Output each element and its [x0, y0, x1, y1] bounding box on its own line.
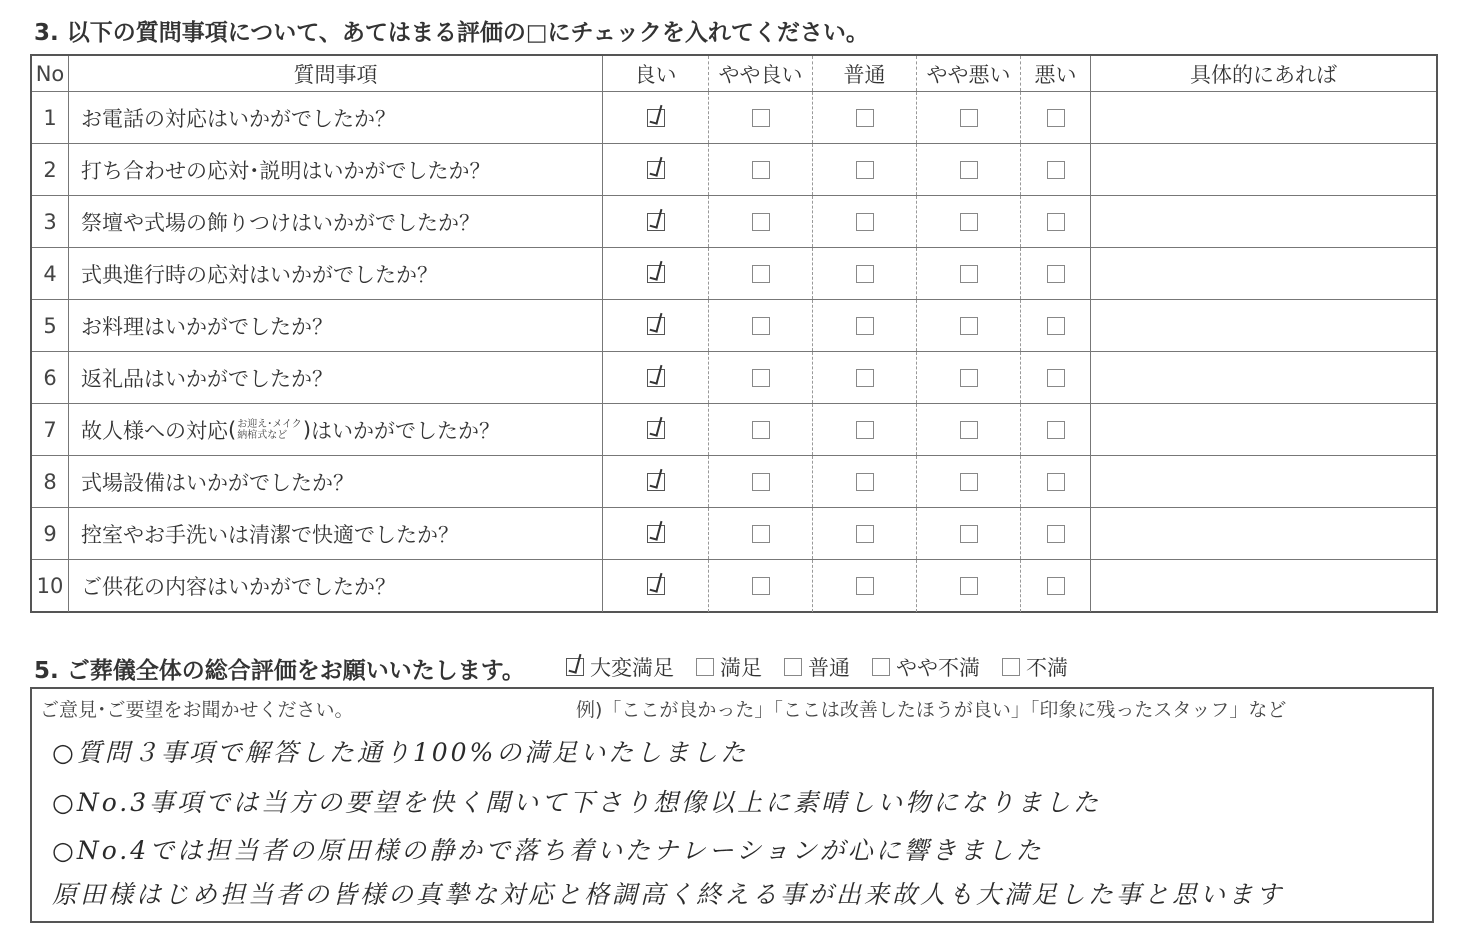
rating-checkbox-good[interactable]: [647, 161, 665, 179]
note-cell[interactable]: [1091, 248, 1436, 299]
rating-checkbox-average[interactable]: [856, 525, 874, 543]
rating-checkbox-fairly-good[interactable]: [752, 473, 770, 491]
rating-cell-average: [813, 248, 917, 299]
handwritten-line: ○No.3事項では当方の要望を快く聞いて下さり想像以上に素晴しい物になりました: [52, 788, 1102, 817]
overall-option[interactable]: [872, 652, 980, 682]
rating-checkbox-fairly-good[interactable]: [752, 109, 770, 127]
rating-cell-fairly-good: [709, 456, 813, 507]
overall-option[interactable]: [696, 652, 762, 682]
rating-cell-fairly-bad: [917, 196, 1021, 247]
overall-option[interactable]: [784, 652, 850, 682]
note-cell[interactable]: [1091, 352, 1436, 403]
table-row: [32, 508, 1436, 560]
rating-cell-good: [603, 508, 709, 559]
overall-checkbox[interactable]: [872, 658, 890, 676]
question-text: 控室やお手洗いは清潔で快適でしたか？: [69, 508, 603, 559]
row-number: 9: [32, 508, 69, 559]
overall-rating-options: [566, 652, 1090, 682]
rating-checkbox-fairly-good[interactable]: [752, 369, 770, 387]
rating-checkbox-good[interactable]: [647, 473, 665, 491]
header-no: No: [32, 56, 69, 91]
rating-cell-good: [603, 352, 709, 403]
question-note-line: お迎え･メイク: [237, 418, 302, 430]
rating-checkbox-good[interactable]: [647, 525, 665, 543]
rating-checkbox-bad[interactable]: [1047, 213, 1065, 231]
rating-checkbox-bad[interactable]: [1047, 525, 1065, 543]
header-note: 具体的にあれば: [1190, 62, 1337, 87]
rating-checkbox-fairly-bad[interactable]: [960, 213, 978, 231]
row-number: 3: [32, 196, 69, 247]
table-row: [32, 248, 1436, 300]
note-cell[interactable]: [1091, 404, 1436, 455]
rating-cell-fairly-good: [709, 560, 813, 612]
rating-checkbox-good[interactable]: [647, 317, 665, 335]
rating-checkbox-fairly-good[interactable]: [752, 317, 770, 335]
handwritten-line: 原田様はじめ担当者の皆様の真摯な対応と格調高く終える事が出来故人も大満足した事と思います: [52, 880, 1285, 909]
rating-cell-bad: [1021, 196, 1091, 247]
rating-cell-bad: [1021, 404, 1091, 455]
rating-checkbox-fairly-good[interactable]: [752, 265, 770, 283]
question-text: 打ち合わせの応対･説明はいかがでしたか？: [69, 144, 603, 195]
rating-cell-fairly-good: [709, 352, 813, 403]
header-rating-good: 良い: [603, 56, 709, 91]
header-question: 質問事項: [69, 56, 603, 91]
question-text: ご供花の内容はいかがでしたか？: [69, 560, 603, 612]
rating-cell-bad: [1021, 560, 1091, 612]
rating-cell-bad: [1021, 456, 1091, 507]
overall-checkbox[interactable]: [1002, 658, 1020, 676]
rating-cell-average: [813, 456, 917, 507]
rating-cell-good: [603, 300, 709, 351]
rating-cell-good: [603, 248, 709, 299]
rating-cell-fairly-bad: [917, 144, 1021, 195]
overall-option[interactable]: [566, 652, 674, 682]
rating-checkbox-fairly-bad[interactable]: [960, 317, 978, 335]
row-number: 7: [32, 404, 69, 455]
rating-checkbox-fairly-good[interactable]: [752, 213, 770, 231]
table-row: [32, 92, 1436, 144]
rating-checkbox-good[interactable]: [647, 421, 665, 439]
note-cell[interactable]: [1091, 92, 1436, 143]
question-text: 返礼品はいかがでしたか？: [69, 352, 603, 403]
table-header-row: [32, 56, 1436, 92]
rating-cell-fairly-bad: [917, 456, 1021, 507]
rating-checkbox-average[interactable]: [856, 577, 874, 595]
rating-checkbox-average[interactable]: [856, 317, 874, 335]
note-cell[interactable]: [1091, 560, 1436, 612]
rating-checkbox-fairly-good[interactable]: [752, 577, 770, 595]
rating-cell-bad: [1021, 248, 1091, 299]
rating-cell-average: [813, 508, 917, 559]
table-row: [32, 196, 1436, 248]
question-text: お料理はいかがでしたか？: [69, 300, 603, 351]
section3-title: 3. 以下の質問事項について、あてはまる評価の□にチェックを入れてください。: [34, 20, 869, 46]
rating-cell-fairly-bad: [917, 92, 1021, 143]
table-row: [32, 300, 1436, 352]
rating-checkbox-average[interactable]: [856, 161, 874, 179]
rating-cell-good: [603, 404, 709, 455]
rating-checkbox-fairly-bad[interactable]: [960, 473, 978, 491]
rating-cell-fairly-bad: [917, 300, 1021, 351]
overall-option[interactable]: [1002, 652, 1068, 682]
rating-checkbox-average[interactable]: [856, 213, 874, 231]
rating-cell-fairly-good: [709, 404, 813, 455]
opinion-example: 例)「ここが良かった」「ここは改善したほうが良い」「印象に残ったスタッフ」など: [576, 699, 1287, 721]
rating-checkbox-fairly-bad[interactable]: [960, 161, 978, 179]
rating-checkbox-fairly-bad[interactable]: [960, 109, 978, 127]
row-number: 8: [32, 456, 69, 507]
question-note: [237, 419, 302, 441]
rating-cell-good: [603, 92, 709, 143]
rating-checkbox-good[interactable]: [647, 577, 665, 595]
rating-checkbox-average[interactable]: [856, 265, 874, 283]
rating-cell-good: [603, 456, 709, 507]
rating-cell-average: [813, 404, 917, 455]
rating-checkbox-bad[interactable]: [1047, 109, 1065, 127]
rating-cell-bad: [1021, 92, 1091, 143]
question-note-line: 納棺式など: [237, 429, 288, 441]
rating-checkbox-average[interactable]: [856, 421, 874, 439]
rating-checkbox-bad[interactable]: [1047, 265, 1065, 283]
rating-checkbox-bad[interactable]: [1047, 161, 1065, 179]
rating-cell-good: [603, 196, 709, 247]
rating-checkbox-bad[interactable]: [1047, 577, 1065, 595]
overall-checkbox[interactable]: [784, 658, 802, 676]
question-text: 式場設備はいかがでしたか？: [69, 456, 603, 507]
overall-option-label: 大変満足: [590, 656, 674, 680]
rating-checkbox-fairly-good[interactable]: [752, 161, 770, 179]
rating-cell-average: [813, 560, 917, 612]
rating-checkbox-average[interactable]: [856, 109, 874, 127]
rating-cell-average: [813, 300, 917, 351]
rating-checkbox-bad[interactable]: [1047, 317, 1065, 335]
rating-checkbox-bad[interactable]: [1047, 369, 1065, 387]
handwritten-line: ○質問３事項で解答した通り100%の満足いたしました: [52, 738, 749, 767]
rating-cell-fairly-good: [709, 300, 813, 351]
evaluation-table: [30, 54, 1438, 613]
rating-checkbox-bad[interactable]: [1047, 421, 1065, 439]
note-cell[interactable]: [1091, 508, 1436, 559]
rating-cell-fairly-good: [709, 248, 813, 299]
rating-checkbox-fairly-good[interactable]: [752, 525, 770, 543]
rating-cell-fairly-bad: [917, 248, 1021, 299]
rating-cell-fairly-bad: [917, 560, 1021, 612]
table-row: [32, 404, 1436, 456]
rating-cell-fairly-good: [709, 508, 813, 559]
rating-checkbox-fairly-bad[interactable]: [960, 577, 978, 595]
rating-cell-average: [813, 144, 917, 195]
rating-checkbox-good[interactable]: [647, 213, 665, 231]
rating-cell-fairly-good: [709, 144, 813, 195]
rating-checkbox-average[interactable]: [856, 473, 874, 491]
overall-checkbox[interactable]: [566, 658, 584, 676]
rating-checkbox-good[interactable]: [647, 369, 665, 387]
rating-checkbox-bad[interactable]: [1047, 473, 1065, 491]
rating-checkbox-fairly-bad[interactable]: [960, 525, 978, 543]
rating-cell-bad: [1021, 352, 1091, 403]
header-rating-bad: 悪い: [1021, 56, 1091, 91]
header-rating-fairly-bad: やや悪い: [917, 56, 1021, 91]
rating-checkbox-good[interactable]: [647, 265, 665, 283]
rating-cell-bad: [1021, 300, 1091, 351]
row-number: 5: [32, 300, 69, 351]
header-rating-average: 普通: [813, 56, 917, 91]
rating-checkbox-fairly-good[interactable]: [752, 421, 770, 439]
rating-cell-bad: [1021, 144, 1091, 195]
rating-cell-fairly-bad: [917, 352, 1021, 403]
note-cell[interactable]: [1091, 456, 1436, 507]
table-row: [32, 352, 1436, 404]
rating-checkbox-average[interactable]: [856, 369, 874, 387]
header-rating-fairly-good: やや良い: [709, 56, 813, 91]
question-text: お電話の対応はいかがでしたか？: [69, 92, 603, 143]
row-number: 6: [32, 352, 69, 403]
overall-option-label: 普通: [808, 656, 850, 680]
table-row: [32, 560, 1436, 612]
section5-title: 5. ご葬儀全体の総合評価をお願いいたします。: [34, 658, 525, 684]
rating-cell-average: [813, 196, 917, 247]
row-number: 2: [32, 144, 69, 195]
overall-option-label: やや不満: [896, 656, 980, 680]
note-cell[interactable]: [1091, 300, 1436, 351]
handwritten-line: ○No.4では担当者の原田様の静かで落ち着いたナレーションが心に響きました: [52, 836, 1044, 865]
question-text-main: 故人様への対応: [81, 418, 228, 443]
row-number: 4: [32, 248, 69, 299]
row-number: 1: [32, 92, 69, 143]
question-text-tail: はいかがでしたか？: [311, 418, 501, 443]
rating-cell-fairly-good: [709, 196, 813, 247]
rating-cell-good: [603, 560, 709, 612]
rating-cell-good: [603, 144, 709, 195]
row-number: 10: [32, 560, 69, 612]
rating-checkbox-fairly-bad[interactable]: [960, 369, 978, 387]
opinion-label: ご意見･ご要望をお聞かせください。: [40, 699, 354, 721]
overall-option-label: 満足: [720, 656, 762, 680]
opinion-box[interactable]: [30, 687, 1434, 923]
rating-cell-average: [813, 92, 917, 143]
question-text: 祭壇や式場の飾りつけはいかがでしたか？: [69, 196, 603, 247]
overall-checkbox[interactable]: [696, 658, 714, 676]
note-cell[interactable]: [1091, 144, 1436, 195]
table-row: [32, 144, 1436, 196]
rating-cell-bad: [1021, 508, 1091, 559]
rating-cell-fairly-bad: [917, 508, 1021, 559]
question-text: 故人様への対応 ( お迎え･メイク 納棺式など ) はいかがでしたか？: [69, 404, 603, 455]
table-row: [32, 456, 1436, 508]
question-text: 式典進行時の応対はいかがでしたか？: [69, 248, 603, 299]
rating-checkbox-good[interactable]: [647, 109, 665, 127]
rating-cell-average: [813, 352, 917, 403]
rating-cell-fairly-good: [709, 92, 813, 143]
rating-checkbox-fairly-bad[interactable]: [960, 265, 978, 283]
rating-cell-fairly-bad: [917, 404, 1021, 455]
overall-option-label: 不満: [1026, 656, 1068, 680]
rating-checkbox-fairly-bad[interactable]: [960, 421, 978, 439]
note-cell[interactable]: [1091, 196, 1436, 247]
